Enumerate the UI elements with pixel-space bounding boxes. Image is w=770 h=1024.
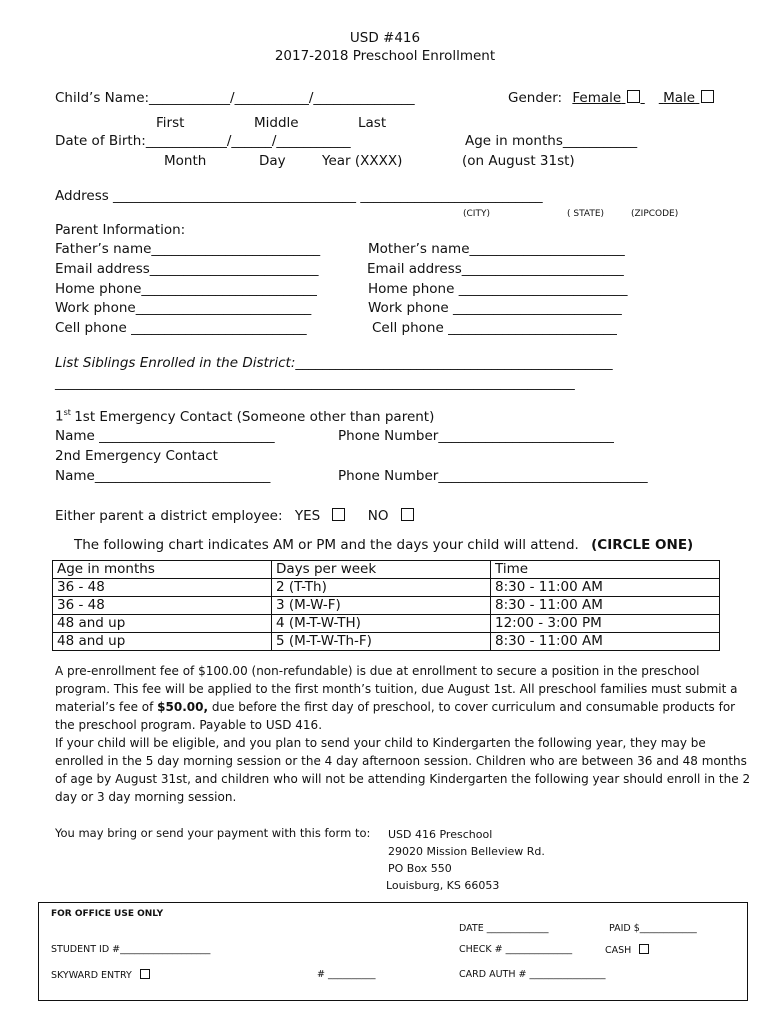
siblings-field[interactable]: [55, 355, 613, 371]
male-checkbox[interactable]: [701, 90, 714, 103]
table-row[interactable]: [53, 597, 720, 615]
cash-label: CASH: [605, 945, 632, 956]
cell-age: 48 and up: [53, 615, 272, 633]
first-name-caption: First: [156, 115, 185, 131]
state-caption: ( STATE): [567, 209, 605, 219]
office-date-field[interactable]: DATE _____________: [459, 923, 549, 934]
child-name-line[interactable]: Child’s Name:____________/___________/_______________: [55, 90, 415, 106]
middle-name-caption: Middle: [254, 115, 299, 131]
cash-checkbox[interactable]: [639, 944, 649, 954]
emergency-2-phone-field[interactable]: Phone Number_______________________________: [338, 468, 648, 484]
gender-male-label: Male: [663, 90, 696, 106]
age-date-caption: (on August 31st): [462, 153, 575, 169]
header-days: Days per week: [272, 561, 491, 579]
district-title: USD #416: [349, 30, 421, 46]
address-line[interactable]: Address ____________________________________ ___________________________: [55, 188, 543, 204]
cell-days: 3 (M-W-F): [272, 597, 491, 615]
gender-female-label: Female: [572, 90, 622, 106]
father-email-field[interactable]: Email address_________________________: [55, 261, 319, 277]
dob-line[interactable]: Date of Birth:____________/______/___________: [55, 133, 351, 149]
no-label: NO: [367, 508, 389, 524]
father-work-phone-field[interactable]: Work phone__________________________: [55, 300, 312, 316]
cell-age: 36 - 48: [53, 579, 272, 597]
office-use-box: [38, 902, 748, 1001]
chart-intro: [74, 537, 693, 553]
parent-info-title: Parent Information:: [55, 222, 186, 238]
gender-field: [508, 90, 714, 106]
age-months-line[interactable]: Age in months___________: [465, 133, 638, 149]
last-name-caption: Last: [358, 115, 387, 131]
circle-one-label: (CIRCLE ONE): [591, 537, 694, 553]
cell-time: 12:00 - 3:00 PM: [491, 615, 720, 633]
siblings-line-1: _______________________________________________: [295, 355, 613, 371]
mother-cell-phone-field[interactable]: Cell phone _________________________: [372, 320, 617, 336]
payment-address: USD 416 Preschool 29020 Mission Belleview Rd. PO Box 550 Louisburg, KS 66053: [386, 828, 545, 892]
district-employee-question: [55, 508, 414, 524]
chart-intro-text: The following chart indicates AM or PM and the days your child will attend.: [74, 537, 579, 553]
emergency-2-name-field[interactable]: Name__________________________: [55, 468, 271, 484]
header-age: Age in months: [53, 561, 272, 579]
female-checkbox[interactable]: [627, 90, 640, 103]
table-header-row: [53, 561, 720, 579]
yes-checkbox[interactable]: [332, 508, 345, 521]
table-row[interactable]: [53, 615, 720, 633]
siblings-line-2[interactable]: _____________________________________________________________________________: [55, 375, 575, 391]
schedule-table: [52, 560, 720, 651]
cell-days: 2 (T-Th): [272, 579, 491, 597]
emergency-contact-2-title: 2nd Emergency Contact: [55, 448, 218, 464]
office-number-field[interactable]: # __________: [317, 969, 376, 980]
student-id-field[interactable]: STUDENT ID #___________________: [51, 944, 211, 955]
month-caption: Month: [164, 153, 207, 169]
cell-time: 8:30 - 11:00 AM: [491, 579, 720, 597]
header-time: Time: [491, 561, 720, 579]
mother-home-phone-field[interactable]: Home phone _________________________: [368, 281, 628, 297]
form-title: 2017-2018 Preschool Enrollment: [274, 48, 496, 64]
card-auth-field[interactable]: CARD AUTH # ________________: [459, 969, 606, 980]
father-name-field[interactable]: Father’s name_________________________: [55, 241, 321, 257]
mother-name-field[interactable]: Mother’s name_______________________: [368, 241, 625, 257]
form-header: [0, 30, 770, 64]
mother-email-field[interactable]: Email address________________________: [367, 261, 624, 277]
cell-age: 36 - 48: [53, 597, 272, 615]
cell-time: 8:30 - 11:00 AM: [491, 597, 720, 615]
payment-label: You may bring or send your payment with this form to:: [55, 826, 371, 840]
office-paid-field[interactable]: PAID $____________: [609, 923, 697, 934]
table-row[interactable]: [53, 579, 720, 597]
year-caption: Year (XXXX): [322, 153, 403, 169]
kindergarten-paragraph: If your child will be eligible, and you plan to send your child to Kindergarten the following year, they may be: [55, 736, 706, 750]
emergency-1-phone-field[interactable]: Phone Number__________________________: [338, 428, 614, 444]
table-row[interactable]: [53, 633, 720, 651]
skyward-checkbox[interactable]: [140, 969, 150, 979]
cell-time: 8:30 - 11:00 AM: [491, 633, 720, 651]
no-checkbox[interactable]: [401, 508, 414, 521]
cell-age: 48 and up: [53, 633, 272, 651]
zip-caption: (ZIPCODE): [631, 209, 679, 219]
mother-work-phone-field[interactable]: Work phone _________________________: [368, 300, 622, 316]
fee-paragraph: A pre-enrollment fee of $100.00 (non-refundable) is due at enrollment to secure a position in the preschool program. This fee will be applied to the first month’s tuition, due August 1st. All preschool families must submit a material’s fee of $50.00, due before the first day of preschool, to cover curriculum and consumable products for the preschool program. Payable to USD 416. If your child will be eligible, and you plan to send your child to Kindergarten the following year, they may be enrolled in the 5 day morning session or the 4 day afternoon session. Children who are between 36 and 48 months of age by August 31st, and children who will not be attending Kindergarten the following year should enroll in the 2 day or 3 day morning session.: [55, 664, 751, 804]
day-caption: Day: [259, 153, 286, 169]
siblings-label: List Siblings Enrolled in the District:: [55, 355, 296, 371]
check-number-field[interactable]: CHECK # ______________: [459, 944, 573, 955]
father-cell-phone-field[interactable]: Cell phone __________________________: [55, 320, 307, 336]
office-use-title: FOR OFFICE USE ONLY: [51, 909, 164, 919]
skyward-label: SKYWARD ENTRY: [51, 970, 132, 981]
cell-days: 4 (M-T-W-TH): [272, 615, 491, 633]
yes-label: YES: [294, 508, 321, 524]
cash-field: [605, 944, 649, 956]
gender-label: Gender:: [508, 90, 563, 106]
employee-question-label: Either parent a district employee:: [55, 508, 283, 524]
father-home-phone-field[interactable]: Home phone__________________________: [55, 281, 317, 297]
cell-days: 5 (M-T-W-Th-F): [272, 633, 491, 651]
skyward-entry-field: [51, 969, 150, 981]
city-caption: (CITY): [463, 209, 490, 219]
emergency-contact-1-title: 1st 1st Emergency Contact (Someone other than parent): [55, 408, 435, 425]
emergency-1-name-field[interactable]: Name __________________________: [55, 428, 275, 444]
